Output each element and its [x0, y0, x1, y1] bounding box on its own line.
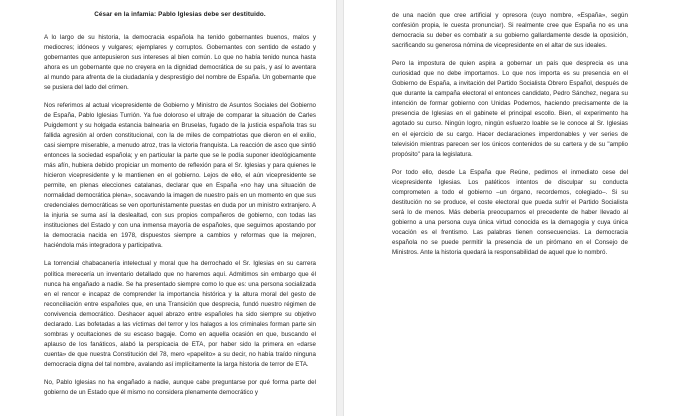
paragraph: La torrencial chabacanería intelectual y moral que ha derrochado el Sr. Iglesias en su carrera política merecería un inventario detallado que no haremos aquí. Admitimos sin embargo que él nunca ha engañado a nadie. Se ha presentado siempre como lo que es: una persona socializada en el rencor e incapaz de comprender la importancia histórica y la altura moral del gesto de reconciliación entre españoles que, en una Transición que desprecia, fundó nuestro régimen de convivencia democrático. Deshacer aquel abrazo entre españoles ha sido siempre su objetivo declarado. Las bofetadas a las víctimas del terror y los halagos a los criminales forman parte sin sombras y ocultaciones de su escaso bagaje. Como en aquella ocasión en que, buscando el aplauso de los fanáticos, alabó la perspicacia de ETA, por haber sido la primera en «darse cuenta» de que nuestra Constitución del 78, mero «papelito» a su decir, no había traído ninguna democracia digna del tal nombre, avalando así implícitamente la larga historia de terror de ETA.	[44, 260, 316, 368]
right-page-body	[392, 11, 628, 258]
paragraph: Nos referimos al actual vicepresidente de Gobierno y Ministro de Asuntos Sociales del Gobierno de España, Pablo Iglesias Turrión. Ya fue doloroso el ultraje de comparar la situación de Carles Puigdemont y su holgada estancia balnearia en Bruselas, fugado de la justicia española tras su fallida agresión al orden constitucional, con la de miles de compatriotas que dieron en el exilio, casi siempre miserable, a menudo atroz, tras la victoria franquista. La reacción de asco que sintió entonces la sociedad española; y en particular la parte que se le podía suponer ideológicamente más afín, hubiera debido propiciar un momento de reflexión para el Sr. Iglesias y para quienes le hicieron vicepresidente y le mantienen en el gobierno. Lejos de ello, el aún vicepresidente se permite, en plenas elecciones catalanas, declarar que en España «no hay una situación de normalidad democrática plena», socavando la imagen de nuestro país en un momento en que sus credenciales democráticas se ven oportunistamente puestas en duda por un ministro extranjero. A la injuria se suma así la deslealtad, con sus propios compañeros de gobierno, con todas las instituciones del Estado y con una inmensa mayoría de españoles, que seguimos apostando por la democracia nacida en 1978, dispuestos siempre a cambios y reformas que la mejoren, haciéndola más integradora y participativa.	[44, 101, 316, 250]
document-page-right	[344, 0, 680, 416]
paragraph: No, Pablo Iglesias no ha engañado a nadie, aunque cabe preguntarse por qué forma parte del gobierno de un Estado que él mismo no considera plenamente democrático y	[44, 379, 316, 397]
paragraph: Pero la impostura de quien aspira a gobernar un país que desprecia es una curiosidad que no debe importarnos. Lo que nos importa es su presencia en el Gobierno de España, a invitación del Partido Socialista Obrero Español, después de que durante la campaña electoral el entonces candidato, Pedro Sánchez, negara su intención de formar gobierno con Unidas Podemos, haciendo precisamente de la presencia de Iglesias en el gabinete el principal escollo. Bien, el experimento ha agotado su curso. Ningún logro, ningún esfuerzo loable se le conoce al Sr. Iglesias en el ejercicio de su cargo. Hacer declaraciones imperdonables y ver series de televisión mientras parecen ser los únicos contenidos de su cartera y de su "amplio propósito" para la legislatura.	[392, 60, 628, 158]
document-page-left	[0, 0, 337, 416]
paragraph: A lo largo de su historia, la democracia española ha tenido gobernantes buenos, malos y mediocres; idóneos y vulgares; ejemplares y corruptos. Gobernantes con sentido de estado y gobernantes que antepusieron sus intereses al bien común. Lo que no había tenido nunca hasta ahora es un gobernante que no creyera en la dignidad democrática de su país, y así lo aventara al mundo para afrenta de la ciudadanía y desprestigio del nombre de España. Un gobernante que se pusiera del lado del crimen.	[44, 33, 316, 91]
page-title: César en la infamia: Pablo Iglesias debe ser destituido.	[94, 11, 266, 18]
paragraph: Por todo ello, desde La España que Reúne, pedimos el inmediato cese del vicepresidente Iglesias. Los patéticos intentos de disculpar su conducta comprometen a todo el gobierno –un órgano, recordemos, colegiado–. Si su destitución no se produce, el coste electoral que pueda sufrir el Partido Socialista será lo de menos. Más debería preocuparnos el precedente de haber llevado al gobierno a una persona cuya única virtud conocida es la demagogia y cuya única vocación es el frentismo. Las palabras tienen consecuencias. La democracia española no se puede permitir la presencia de un pirómano en el Consejo de Ministros. Ante la historia quedará la responsabilidad de aquel que lo nombró.	[392, 168, 628, 257]
left-page-body	[44, 33, 316, 399]
page-gutter	[337, 0, 344, 416]
paragraph: de una nación que cree artificial y opresora (cuyo nombre, «España», según confesión propia, le cuesta pronunciar). Si realmente cree que España no es una democracia su deber es combatir a su gobierno gallardamente desde la oposición, sacrificando su generosa nómina de vicepresidente en el altar de sus ideales.	[392, 12, 628, 50]
